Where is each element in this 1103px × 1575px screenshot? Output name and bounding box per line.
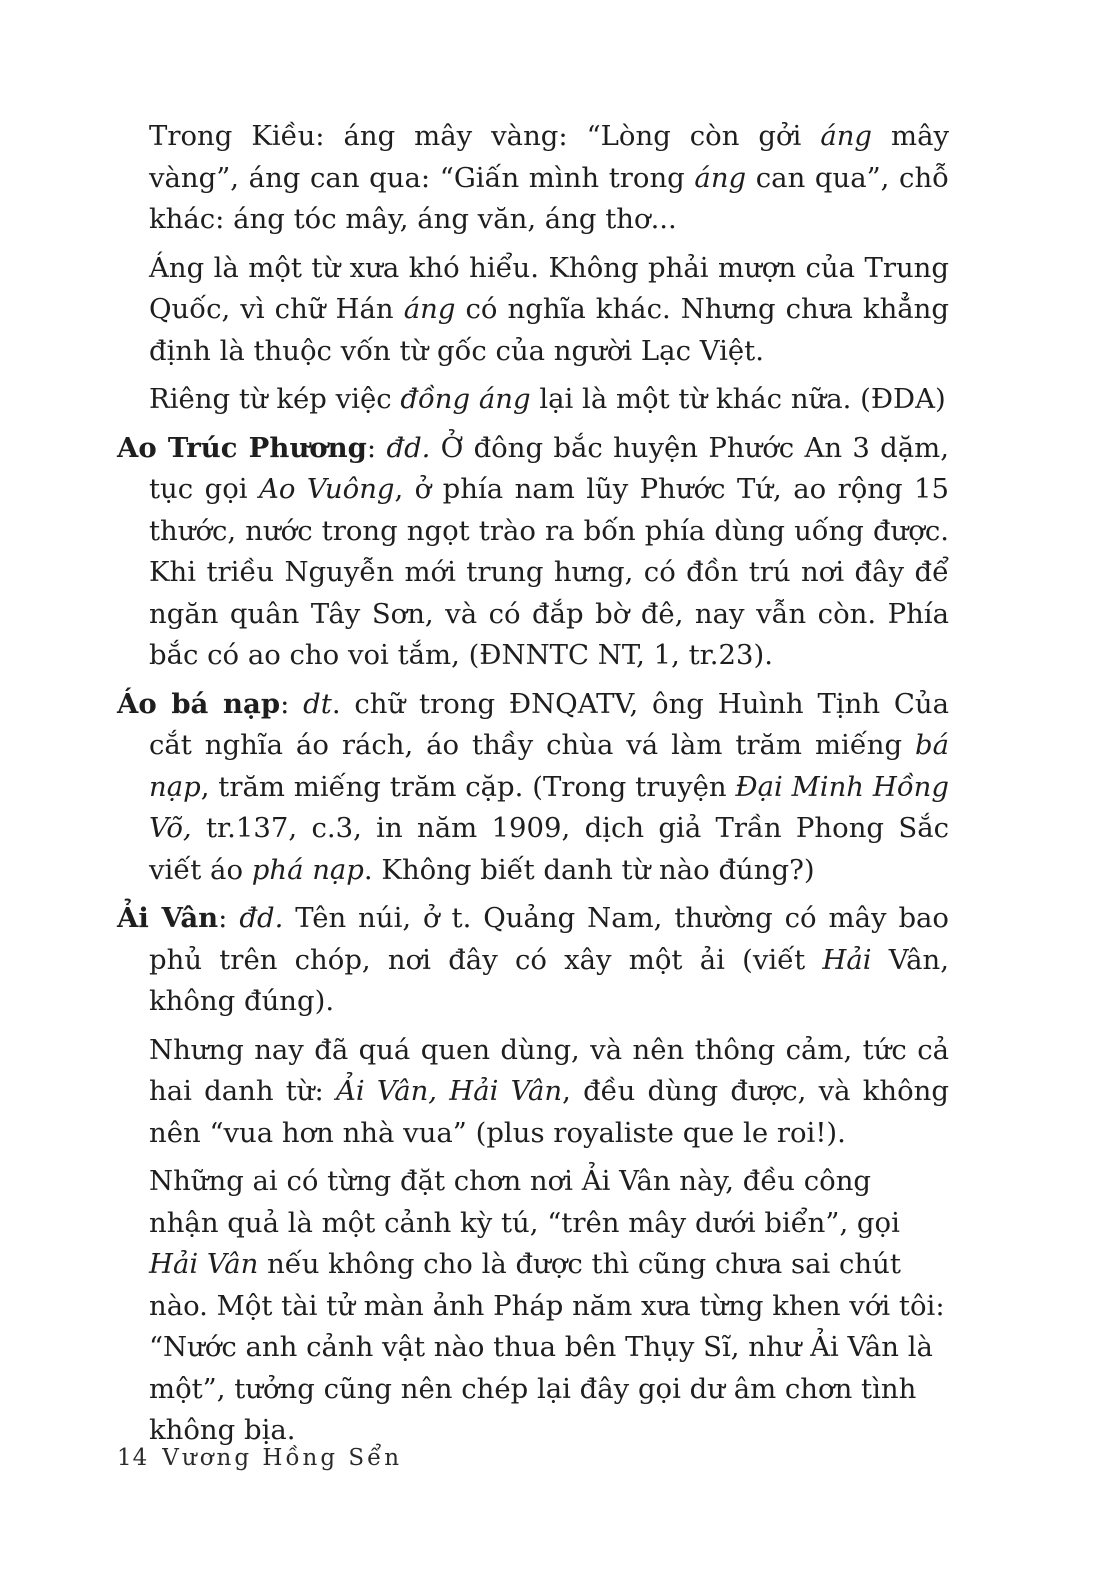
entry-headword: Ải Vân: [117, 902, 219, 934]
italic-run: Ải Vân, Hải Vân: [336, 1075, 563, 1107]
entry-ao-ba-nap: [117, 684, 949, 892]
entry-abbreviation: đd.: [239, 902, 284, 934]
text-run: nếu không cho là được thì cũng chưa sai chút nào. Một tài tử màn ảnh Pháp năm xưa từng khen với tôi: “Nước anh cảnh vật nào thua bên Thụy Sĩ, như Ải Vân là một”, tưởng cũng nên chép lại đây gọi dư âm chơn tình không bịa.: [149, 1248, 945, 1446]
italic-run: Ao Vuông: [258, 473, 395, 505]
italic-run: Hải: [822, 943, 872, 976]
page-number: 14: [117, 1445, 149, 1471]
text-run: tr.137, c.3, in năm 1909, dịch giả Trần Phong Sắc viết áo: [149, 812, 949, 886]
entry-abbreviation: dt: [303, 687, 332, 720]
author-name: Vương Hồng Sển: [162, 1445, 403, 1471]
paragraph-kieu-examples: [117, 116, 949, 241]
body-text: [117, 116, 949, 1459]
text-run: Nhưng nay đã quá quen dùng, và nên thông cảm, tức cả hai danh từ:: [149, 1033, 949, 1107]
italic-run: áng: [403, 293, 456, 325]
text-run: , trăm miếng trăm cặp. (Trong truyện: [200, 770, 736, 803]
paragraph-ang-origin: [117, 248, 949, 373]
text-run: Trong Kiều: áng mây vàng: “Lòng còn gởi: [149, 120, 821, 152]
text-run: :: [218, 902, 240, 934]
text-run: can qua”, chỗ khác: áng tóc mây, áng văn, áng thơ...: [149, 161, 949, 235]
text-run: Riêng từ kép việc: [149, 383, 401, 415]
text-run: . chữ trong ĐNQATV, ông Huình Tịnh Của cắt nghĩa áo rách, áo thầy chùa vá làm trăm miếng: [149, 687, 949, 761]
text-run: . Không biết danh từ nào đúng?): [363, 853, 815, 886]
italic-run: áng: [694, 161, 747, 194]
entry-abbreviation: đd.: [386, 431, 431, 464]
italic-run: đồng áng: [400, 383, 531, 415]
text-run: Những ai có từng đặt chơn nơi Ải Vân này, đều công nhận quả là một cảnh kỳ tú, “trên mây dưới biển”, gọi: [149, 1165, 900, 1239]
text-run: , đều dùng được, và không nên “vua hơn nhà vua” (plus royaliste que le roi!).: [149, 1075, 949, 1149]
entry-headword: Ao Trúc Phương: [117, 431, 367, 464]
italic-run: bá nạp: [149, 729, 949, 803]
paragraph-dong-ang: [117, 379, 949, 421]
page-footer: [117, 1445, 402, 1471]
text-run: mây vàng”, áng can qua: “Giấn mình trong: [149, 120, 949, 194]
entry-ao-truc-phuong: [117, 428, 949, 677]
text-run: lại là một từ khác nữa. (ĐDA): [530, 383, 946, 415]
text-run: Ở đông bắc huyện Phước An 3 dặm, tục gọi: [149, 431, 949, 505]
italic-run: áng: [820, 120, 873, 152]
paragraph-ai-van-scenery: [117, 1161, 949, 1452]
paragraph-ai-van-usage: [117, 1030, 949, 1155]
text-run: :: [366, 431, 387, 464]
text-run: , ở phía nam lũy Phước Tứ, ao rộng 15 thước, nước trong ngọt trào ra bốn phía dùng uống được. Khi triều Nguyễn mới trung hưng, có đồn trú nơi đây để ngăn quân Tây Sơn, và có đắp bờ đê, nay vẫn còn. Phía bắc có ao cho voi tắm, (ĐNNTC NT, 1, tr.23).: [149, 473, 950, 671]
text-run: có nghĩa khác. Nhưng chưa khẳng định là thuộc vốn từ gốc của người Lạc Việt.: [149, 293, 949, 367]
text-run: Vân, không đúng).: [149, 943, 949, 1017]
italic-run: Hải Vân: [149, 1248, 259, 1280]
entry-ai-van: [117, 898, 949, 1023]
italic-run: phá nạp: [251, 853, 364, 886]
italic-run: Đại Minh Hồng Võ,: [149, 770, 949, 844]
text-run: Áng là một từ xưa khó hiểu. Không phải mượn của Trung Quốc, vì chữ Hán: [149, 251, 949, 325]
text-run: :: [280, 687, 304, 720]
text-run: Tên núi, ở t. Quảng Nam, thường có mây bao phủ trên chóp, nơi đây có xây một ải (viết: [149, 902, 949, 976]
entry-headword: Áo bá nạp: [117, 687, 281, 720]
